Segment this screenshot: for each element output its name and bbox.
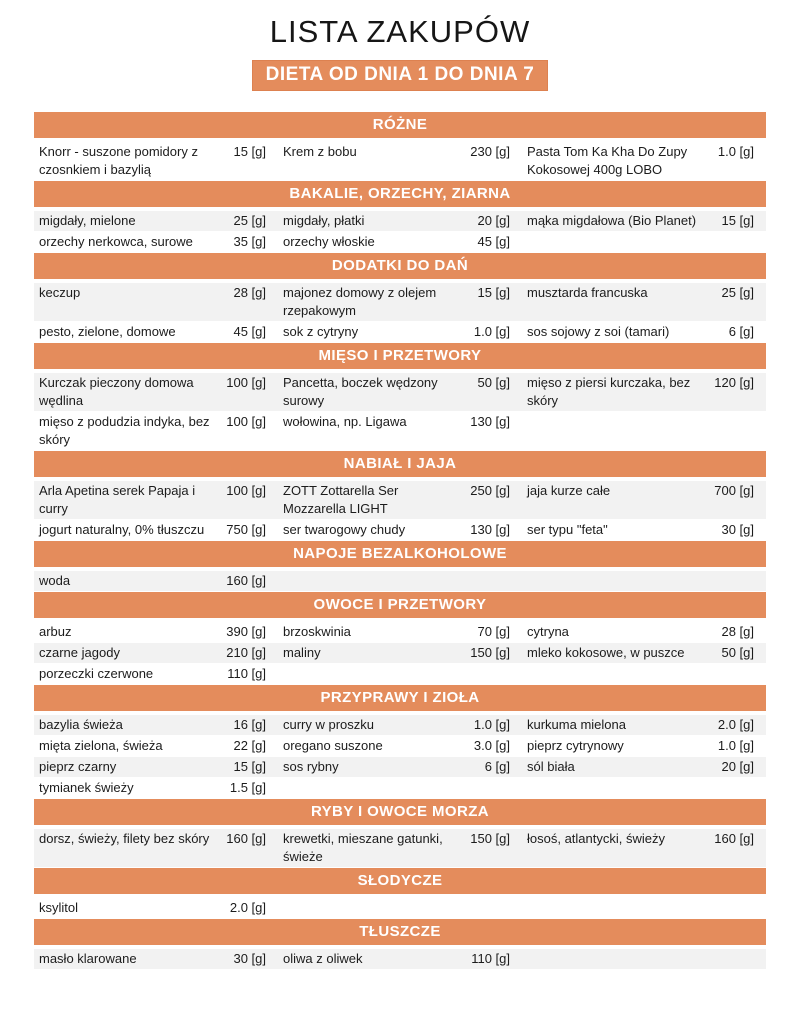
item-quantity: 15 [g] (233, 144, 266, 159)
item-quantity: 160 [g] (226, 573, 266, 588)
section-rows (34, 622, 766, 684)
item-name: ksylitol (39, 900, 79, 915)
item-cell (278, 950, 522, 968)
item-name: orzechy włoskie (283, 234, 375, 249)
item-name: jaja kurze całe (527, 483, 611, 498)
item-quantity: 30 [g] (721, 522, 754, 537)
item-cell (34, 665, 278, 683)
item-cell (34, 623, 278, 641)
section-rows (34, 373, 766, 450)
item-quantity: 160 [g] (714, 831, 754, 846)
item-quantity: 130 [g] (470, 414, 510, 429)
item-cell (278, 644, 522, 662)
table-row (34, 664, 766, 684)
item-cell (522, 212, 766, 230)
item-quantity: 28 [g] (721, 624, 754, 639)
item-cell (278, 521, 522, 539)
item-name: mięso z podudzia indyka, bez skóry (39, 414, 210, 447)
section-rows (34, 898, 766, 918)
item-cell-empty (522, 413, 766, 449)
item-cell (34, 758, 278, 776)
item-name: brzoskwinia (283, 624, 351, 639)
item-quantity: 15 [g] (233, 759, 266, 774)
table-row (34, 211, 766, 231)
item-cell (522, 644, 766, 662)
item-name: orzechy nerkowca, surowe (39, 234, 193, 249)
item-quantity: 250 [g] (470, 483, 510, 498)
item-name: migdały, płatki (283, 213, 365, 228)
section-header: NAPOJE BEZALKOHOLOWE (34, 541, 766, 567)
item-cell-empty (278, 899, 522, 917)
item-cell-empty (278, 572, 522, 590)
table-row (34, 622, 766, 642)
item-quantity: 700 [g] (714, 483, 754, 498)
item-cell (278, 413, 522, 449)
item-cell (34, 212, 278, 230)
item-quantity: 230 [g] (470, 144, 510, 159)
item-quantity: 750 [g] (226, 522, 266, 537)
item-name: Kurczak pieczony domowa wędlina (39, 375, 194, 408)
item-name: sos sojowy z soi (tamari) (527, 324, 670, 339)
item-name: sok z cytryny (283, 324, 359, 339)
item-quantity: 150 [g] (470, 645, 510, 660)
item-quantity: 25 [g] (721, 285, 754, 300)
section-rows (34, 481, 766, 540)
item-cell (34, 233, 278, 251)
item-cell (522, 323, 766, 341)
item-quantity: 30 [g] (233, 951, 266, 966)
item-name: sól biała (527, 759, 575, 774)
item-cell (522, 716, 766, 734)
item-cell (278, 830, 522, 866)
section-rows (34, 829, 766, 867)
section (34, 685, 766, 798)
section-rows (34, 571, 766, 591)
item-cell (34, 899, 278, 917)
item-cell (278, 374, 522, 410)
item-quantity: 1.5 [g] (229, 780, 266, 795)
table-row (34, 373, 766, 411)
item-name: krewetki, mieszane gatunki, świeże (283, 831, 443, 864)
section-header: OWOCE I PRZETWORY (34, 592, 766, 618)
item-name: mleko kokosowe, w puszce (527, 645, 685, 660)
item-cell (278, 284, 522, 320)
item-cell (34, 950, 278, 968)
item-quantity: 15 [g] (477, 285, 510, 300)
section (34, 799, 766, 867)
item-quantity: 1.0 [g] (473, 324, 510, 339)
item-name: bazylia świeża (39, 717, 123, 732)
item-quantity: 100 [g] (226, 414, 266, 429)
item-name: Arla Apetina serek Papaja i curry (39, 483, 196, 516)
table-row (34, 142, 766, 180)
item-cell-empty (522, 779, 766, 797)
item-name: mięta zielona, świeża (39, 738, 163, 753)
table-row (34, 643, 766, 663)
item-quantity: 2.0 [g] (717, 717, 754, 732)
table-row (34, 412, 766, 450)
item-name: kurkuma mielona (527, 717, 626, 732)
item-name: oliwa z oliwek (283, 951, 363, 966)
section-rows (34, 142, 766, 180)
item-cell (522, 737, 766, 755)
section-rows (34, 211, 766, 252)
table-row (34, 715, 766, 735)
section (34, 541, 766, 591)
item-name: ZOTT Zottarella Ser Mozzarella LIGHT (283, 483, 399, 516)
item-cell (278, 758, 522, 776)
table-row (34, 232, 766, 252)
item-name: wołowina, np. Ligawa (283, 414, 407, 429)
item-cell (522, 143, 766, 179)
section (34, 343, 766, 450)
item-cell-empty (278, 779, 522, 797)
table-row (34, 898, 766, 918)
section (34, 181, 766, 252)
item-quantity: 45 [g] (477, 234, 510, 249)
item-quantity: 210 [g] (226, 645, 266, 660)
item-cell (278, 737, 522, 755)
table-row (34, 829, 766, 867)
item-quantity: 1.0 [g] (717, 144, 754, 159)
item-cell (522, 758, 766, 776)
section-header: PRZYPRAWY I ZIOŁA (34, 685, 766, 711)
item-quantity: 110 [g] (227, 666, 266, 681)
item-name: Krem z bobu (283, 144, 357, 159)
item-quantity: 150 [g] (470, 831, 510, 846)
item-cell (34, 482, 278, 518)
item-name: woda (39, 573, 71, 588)
section-header: BAKALIE, ORZECHY, ZIARNA (34, 181, 766, 207)
item-quantity: 120 [g] (714, 375, 754, 390)
item-name: dorsz, świeży, filety bez skóry (39, 831, 210, 846)
item-quantity: 110 [g] (471, 951, 510, 966)
sections-container (34, 112, 766, 969)
item-quantity: 15 [g] (721, 213, 754, 228)
item-name: ser typu "feta" (527, 522, 608, 537)
item-cell (34, 413, 278, 449)
item-quantity: 16 [g] (233, 717, 266, 732)
item-quantity: 6 [g] (484, 759, 510, 774)
item-cell (34, 830, 278, 866)
item-cell (34, 572, 278, 590)
item-quantity: 45 [g] (233, 324, 266, 339)
item-quantity: 100 [g] (226, 375, 266, 390)
item-name: mąka migdałowa (Bio Planet) (527, 213, 697, 228)
item-name: jogurt naturalny, 0% tłuszczu (39, 522, 205, 537)
section (34, 919, 766, 969)
item-name: musztarda francuska (527, 285, 648, 300)
section-rows (34, 715, 766, 798)
item-cell-empty (522, 899, 766, 917)
item-cell (278, 233, 522, 251)
item-quantity: 20 [g] (477, 213, 510, 228)
section-rows (34, 949, 766, 969)
item-quantity: 3.0 [g] (473, 738, 510, 753)
item-quantity: 20 [g] (721, 759, 754, 774)
table-row (34, 571, 766, 591)
item-cell (278, 623, 522, 641)
item-name: czarne jagody (39, 645, 120, 660)
item-name: Knorr - suszone pomidory z czosnkiem i bazylią (39, 144, 198, 177)
item-name: migdały, mielone (39, 213, 136, 228)
item-cell (34, 737, 278, 755)
item-cell (34, 521, 278, 539)
item-cell-empty (278, 665, 522, 683)
table-row (34, 778, 766, 798)
item-name: masło klarowane (39, 951, 137, 966)
item-cell (34, 284, 278, 320)
item-cell (34, 374, 278, 410)
item-quantity: 160 [g] (226, 831, 266, 846)
table-row (34, 736, 766, 756)
section-header: SŁODYCZE (34, 868, 766, 894)
item-name: pesto, zielone, domowe (39, 324, 176, 339)
table-row (34, 949, 766, 969)
item-name: maliny (283, 645, 321, 660)
item-quantity: 130 [g] (470, 522, 510, 537)
table-row (34, 283, 766, 321)
item-name: sos rybny (283, 759, 339, 774)
item-cell (34, 779, 278, 797)
item-cell (34, 716, 278, 734)
item-name: pieprz czarny (39, 759, 117, 774)
item-cell-empty (522, 233, 766, 251)
item-cell (34, 323, 278, 341)
item-quantity: 22 [g] (233, 738, 266, 753)
item-name: Pasta Tom Ka Kha Do Zupy Kokosowej 400g LOBO (527, 144, 688, 177)
section (34, 868, 766, 918)
item-quantity: 6 [g] (728, 324, 754, 339)
item-quantity: 390 [g] (226, 624, 266, 639)
item-quantity: 28 [g] (233, 285, 266, 300)
table-row (34, 481, 766, 519)
item-name: Pancetta, boczek wędzony surowy (283, 375, 438, 408)
item-cell (522, 623, 766, 641)
section-header: NABIAŁ I JAJA (34, 451, 766, 477)
section-header: RÓŻNE (34, 112, 766, 138)
item-cell-empty (522, 572, 766, 590)
item-cell-empty (522, 950, 766, 968)
item-cell (278, 143, 522, 179)
item-cell (522, 482, 766, 518)
item-name: oregano suszone (283, 738, 383, 753)
section-header: DODATKI DO DAŃ (34, 253, 766, 279)
item-name: curry w proszku (283, 717, 375, 732)
item-quantity: 1.0 [g] (717, 738, 754, 753)
item-name: ser twarogowy chudy (283, 522, 406, 537)
item-cell (522, 830, 766, 866)
item-cell (34, 143, 278, 179)
item-name: łosoś, atlantycki, świeży (527, 831, 665, 846)
table-row (34, 757, 766, 777)
item-quantity: 1.0 [g] (473, 717, 510, 732)
item-name: pieprz cytrynowy (527, 738, 624, 753)
item-name: mięso z piersi kurczaka, bez skóry (527, 375, 691, 408)
section (34, 592, 766, 684)
section-header: MIĘSO I PRZETWORY (34, 343, 766, 369)
item-cell (278, 323, 522, 341)
item-name: arbuz (39, 624, 72, 639)
section (34, 451, 766, 540)
item-name: keczup (39, 285, 81, 300)
item-name: tymianek świeży (39, 780, 134, 795)
item-name: majonez domowy z olejem rzepakowym (283, 285, 437, 318)
section-header: RYBY I OWOCE MORZA (34, 799, 766, 825)
item-cell (522, 284, 766, 320)
item-quantity: 50 [g] (721, 645, 754, 660)
table-row (34, 322, 766, 342)
page-title: LISTA ZAKUPÓW (269, 14, 531, 49)
table-row (34, 520, 766, 540)
section-header: TŁUSZCZE (34, 919, 766, 945)
item-cell (522, 374, 766, 410)
item-cell (522, 521, 766, 539)
item-cell (278, 716, 522, 734)
banner-container (0, 60, 800, 91)
item-quantity: 100 [g] (226, 483, 266, 498)
section (34, 253, 766, 342)
item-name: cytryna (527, 624, 569, 639)
diet-range-banner: DIETA OD DNIA 1 DO DNIA 7 (252, 60, 549, 91)
item-cell (34, 644, 278, 662)
item-quantity: 35 [g] (233, 234, 266, 249)
item-quantity: 25 [g] (233, 213, 266, 228)
item-name: porzeczki czerwone (39, 666, 154, 681)
item-cell-empty (522, 665, 766, 683)
section (34, 112, 766, 180)
section-rows (34, 283, 766, 342)
item-quantity: 2.0 [g] (229, 900, 266, 915)
item-quantity: 70 [g] (477, 624, 510, 639)
item-cell (278, 212, 522, 230)
item-cell (278, 482, 522, 518)
item-quantity: 50 [g] (477, 375, 510, 390)
